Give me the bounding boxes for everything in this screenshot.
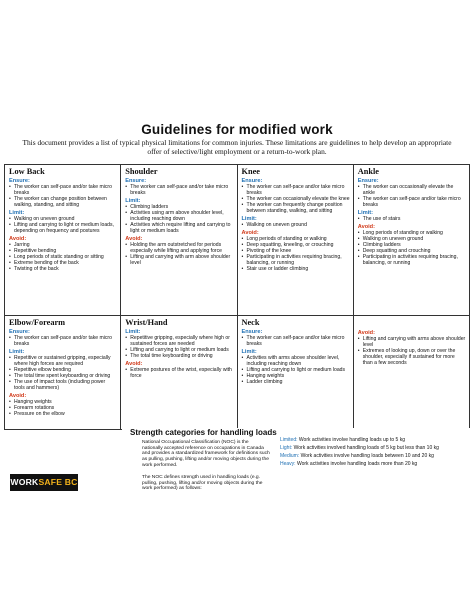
bullet-item: • Participating in activities requiring bracing, balancing, or running (242, 254, 350, 266)
bullet-item: • Climbing ladders (125, 204, 233, 210)
ensure-label: Ensure: (241, 329, 263, 335)
bullet-item: • The worker can frequently change position between standing, walking, and sitting (242, 202, 350, 214)
bullet-item: • The worker can self-pace and/or take micro breaks (242, 335, 350, 347)
bullet-item: • Activities which require lifting and carrying to light or medium loads (125, 222, 233, 234)
ensure-label: Ensure: (125, 178, 147, 184)
limit-label: Limit: (125, 197, 141, 204)
section-title: Knee (241, 167, 260, 176)
bullet-item: • Hanging weights (9, 399, 117, 405)
ensure-list (9, 184, 117, 208)
category-text: Work activities involve handling loads between 10 and 20 kg (300, 453, 434, 460)
bullet-item: • The total time spent keyboarding or driving (9, 373, 117, 379)
guidelines-grid (4, 164, 470, 430)
category-heavy (280, 462, 470, 468)
grid-row-1 (5, 165, 469, 316)
bullet-item: • Lifting and carrying to light or medium loads, depending on frequency and postures (9, 222, 117, 234)
limit-label: Limit: (125, 329, 141, 335)
limit-list (9, 355, 117, 391)
limit-list (242, 355, 350, 385)
strength-categories (280, 438, 470, 470)
section-title: Ankle (357, 167, 379, 176)
bullet-item: • The worker can change position between walking, standing, and sitting (9, 196, 117, 208)
avoid-list (358, 336, 466, 366)
bullet-item: • Climbing ladders (358, 242, 466, 248)
avoid-label: Avoid: (9, 235, 27, 242)
ensure-list (242, 335, 350, 347)
bullet-item: • Long periods of standing or walking (242, 236, 350, 242)
logo-part-3: BC (62, 477, 78, 487)
bullet-item: • The use of stairs (358, 216, 466, 222)
intro-paragraph: This document provides a list of typical physical limitations for common injuries. These limitations are guidelines to help develop an appropriate offer of selective/light employment or a return-to-work plan. (22, 138, 452, 156)
bullet-item: • The worker can self-pace and/or take micro breaks (125, 184, 233, 196)
category-limited (280, 438, 470, 444)
bullet-item: • Forearm rotations (9, 405, 117, 411)
bullet-item: • The use of impact tools (including power tools and hammers) (9, 379, 117, 391)
bullet-item: • Participating in activities requiring bracing, balancing, or running (358, 254, 466, 266)
section-ankle (354, 165, 469, 315)
ensure-label: Ensure: (9, 178, 30, 184)
bullet-item: • Long periods of standing or walking (358, 230, 466, 236)
bullet-item: • The worker can self-pace and/or take micro breaks (9, 335, 117, 347)
strength-paragraph-1: National Occupational Classification (NOC) is the nationally accepted reference on occupations in Canada and provides a standardized framework for definitions such as pulling, pushing, lifting and/or moving objects during the work performed. (142, 440, 270, 468)
category-text: Work activities involve handling loads more than 20 kg (296, 461, 418, 468)
bullet-item: • Lifting and carrying with arms above shoulder level (358, 336, 466, 348)
bullet-item: • Lifting and carrying to light or medium loads (242, 367, 350, 373)
section-neck (238, 316, 354, 429)
bullet-item: • Extremes of looking up, down or over the shoulder, especially if sustained for more than a few seconds (358, 348, 466, 366)
section-elbow-forearm (5, 316, 121, 429)
bullet-item: • Long periods of static standing or sitting (9, 254, 117, 260)
limit-list (9, 216, 117, 234)
bullet-item: • The worker can self-pace and/or take micro breaks (242, 184, 350, 196)
avoid-list (9, 242, 117, 272)
ensure-label: Ensure: (357, 178, 379, 184)
bullet-item: • Pressure on the elbow (9, 411, 117, 417)
grid-row-2 (5, 316, 469, 429)
bullet-item: • Jarring (9, 242, 117, 248)
category-light (280, 446, 470, 452)
category-name: Limited: (280, 437, 298, 443)
bullet-item: • Twisting of the back (9, 266, 117, 272)
bullet-item: • Activities with arms above shoulder level, including reaching down (242, 355, 350, 367)
avoid-label: Avoid: (357, 223, 375, 230)
section-knee (238, 165, 354, 315)
strength-paragraph-2: The NOC defines strength used in handling loads (e.g. pulling, pushing, lifting and/or moving objects during the work performed) as follows: (142, 475, 263, 492)
section-title: Low Back (9, 167, 45, 176)
ensure-label: Ensure: (241, 178, 263, 184)
limit-label: Limit: (9, 209, 25, 216)
bullet-item: • Extreme bending of the back (9, 260, 117, 266)
bullet-item: • Deep squatting, kneeling, or crouching (242, 242, 350, 248)
worksafebc-logo (10, 474, 78, 491)
ensure-list (9, 335, 117, 347)
bullet-item: • Pivoting of the knee (242, 248, 350, 254)
section-title: Shoulder (125, 167, 158, 176)
ensure-list (242, 184, 350, 214)
avoid-label: Avoid: (125, 360, 143, 367)
section-title: Wrist/Hand (125, 318, 168, 327)
category-text: Work activities involve handling loads up to 5 kg (298, 437, 405, 443)
limit-label: Limit: (357, 209, 373, 216)
section-title: Neck (241, 318, 260, 327)
section-low-back (5, 165, 121, 315)
bullet-item: • Deep squatting and crouching (358, 248, 466, 254)
bullet-item: • The total time keyboarding or driving (125, 353, 233, 359)
bullet-item: • Holding the arm outstretched for periods especially while lifting and applying force (125, 242, 233, 254)
bullet-item: • Activities using arm above shoulder level, including reaching down (125, 210, 233, 222)
bullet-item: • Repetitive elbow bending (9, 367, 117, 373)
avoid-label: Avoid: (9, 392, 27, 399)
avoid-list (242, 236, 350, 272)
avoid-label: Avoid: (357, 330, 375, 336)
ensure-list (358, 184, 466, 208)
bullet-item: • Stair use or ladder climbing (242, 266, 350, 272)
avoid-list (125, 367, 233, 379)
avoid-label: Avoid: (125, 235, 143, 242)
avoid-label: Avoid: (241, 229, 259, 236)
bullet-item: • The worker can occasionally elevate the knee (242, 196, 350, 202)
section-shoulder (121, 165, 237, 315)
section-title: Elbow/Forearm (9, 318, 66, 327)
bullet-item: • Hanging weights (242, 373, 350, 379)
bullet-item: • Walking on uneven ground (242, 222, 350, 228)
section-wrist-hand (121, 316, 237, 429)
limit-label: Limit: (241, 348, 257, 355)
bullet-item: • Repetitive or sustained gripping, especially where high forces are required (9, 355, 117, 367)
category-name: Heavy: (280, 461, 296, 468)
bullet-item: • Repetitive gripping, especially where high or sustained forces are needed (125, 335, 233, 347)
category-medium (280, 454, 470, 460)
avoid-list (9, 399, 117, 417)
limit-label: Limit: (9, 348, 25, 355)
logo-part-2: SAFE (38, 477, 63, 487)
avoid-list (125, 242, 233, 266)
bullet-item: • Repetitive bending (9, 248, 117, 254)
category-name: Light: (280, 445, 293, 452)
limit-label: Limit: (241, 215, 257, 222)
limit-list (242, 222, 350, 228)
avoid-list (358, 230, 466, 266)
limit-list (125, 204, 233, 234)
limit-list (358, 216, 466, 222)
bullet-item: • The worker can self-pace and/or take micro breaks (358, 196, 466, 208)
category-name: Medium: (280, 453, 300, 460)
ensure-label: Ensure: (9, 329, 30, 335)
bullet-item: • Walking on uneven ground (358, 236, 466, 242)
strength-title: Strength categories for handling loads (130, 428, 277, 437)
bullet-item: • Lifting and carrying with arm above shoulder level (125, 254, 233, 266)
page-title: Guidelines for modified work (141, 122, 333, 137)
logo-part-1: WORK (10, 477, 39, 487)
bullet-item: • Walking on uneven ground (9, 216, 117, 222)
ensure-list (125, 184, 233, 196)
bullet-item: • Extreme postures of the wrist, especially with force (125, 367, 233, 379)
category-text: Work activities involved handling loads of 5 kg but less than 10 kg (293, 445, 439, 452)
bullet-item: • The worker can self-pace and/or take micro breaks (9, 184, 117, 196)
bullet-item: • Ladder climbing (242, 379, 350, 385)
bullet-item: • Lifting and carrying to light or medium loads (125, 347, 233, 353)
limit-list (125, 335, 233, 359)
bullet-item: • The worker can occasionally elevate the ankle (358, 184, 466, 196)
section-neck-avoid (354, 316, 469, 429)
